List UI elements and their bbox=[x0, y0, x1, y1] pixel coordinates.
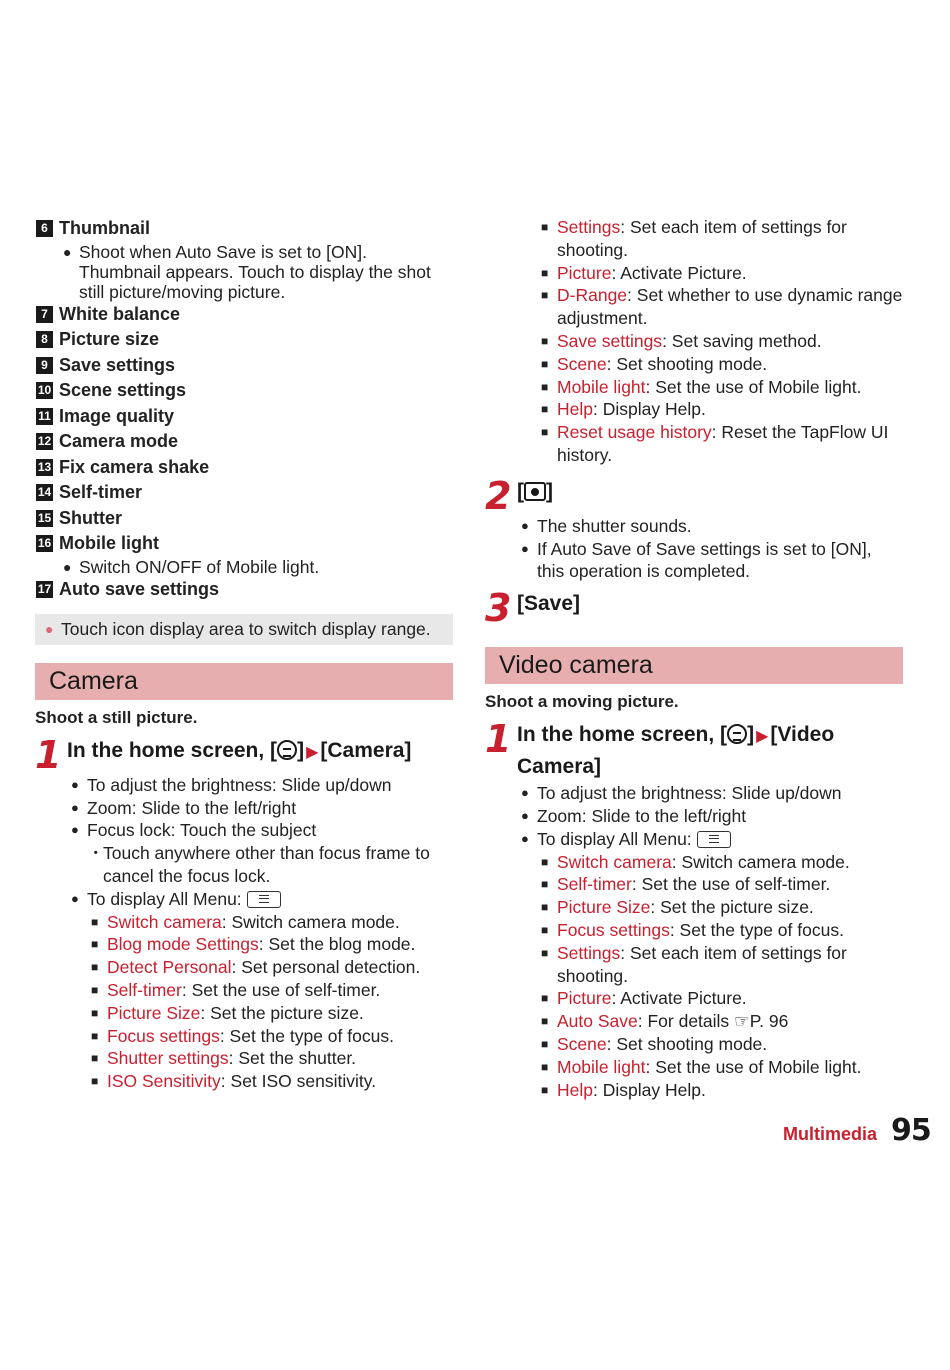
menu-item-name: Scene bbox=[557, 353, 607, 374]
menu-item-name: Picture bbox=[557, 988, 612, 1009]
menu-item bbox=[541, 987, 903, 1010]
menu-item-desc: : Set each item of settings for shooting. bbox=[557, 942, 847, 986]
menu-item bbox=[541, 353, 903, 376]
menu-item bbox=[541, 421, 903, 467]
menu-item-desc: : Set the use of Mobile light. bbox=[645, 1056, 862, 1077]
arrow-right-icon: ▶ bbox=[756, 728, 769, 746]
menu-item-text bbox=[557, 942, 903, 988]
number-badge: 16 bbox=[37, 536, 52, 550]
video-menu-items bbox=[485, 851, 903, 1102]
sub-text: Switch ON/OFF of Mobile light. bbox=[79, 556, 320, 577]
bullet-icon: ● bbox=[521, 785, 529, 801]
menu-item bbox=[91, 1025, 453, 1048]
menu-item-name: Mobile light bbox=[557, 1056, 646, 1077]
square-bullet-icon: ■ bbox=[541, 265, 549, 280]
menu-item-name: Picture Size bbox=[107, 1002, 201, 1023]
menu-item-desc: : Activate Picture. bbox=[611, 262, 747, 283]
number-badge: 6 bbox=[36, 220, 53, 237]
menu-item-desc: : Set personal detection. bbox=[231, 957, 421, 978]
menu-item-name: Shutter settings bbox=[107, 1048, 229, 1069]
square-bullet-icon: ■ bbox=[541, 991, 549, 1006]
menu-item-name: Focus settings bbox=[107, 1025, 220, 1046]
menu-item-name: Blog mode Settings bbox=[107, 934, 259, 955]
menu-item-text bbox=[557, 353, 767, 376]
section-subtitle-camera: Shoot a still picture. bbox=[35, 707, 198, 727]
step-text-mid: ] bbox=[747, 723, 755, 747]
menu-item bbox=[541, 942, 903, 988]
step-3-camera bbox=[485, 586, 903, 631]
menu-item-text bbox=[107, 933, 415, 956]
number-badge: 7 bbox=[36, 306, 53, 323]
menu-item-text bbox=[557, 851, 850, 874]
menu-bullet-text: To display All Menu: bbox=[537, 828, 697, 849]
bullet-icon: ● bbox=[71, 822, 79, 838]
numbered-item bbox=[35, 378, 453, 404]
bullet-text: To adjust the brightness: Slide up/down bbox=[87, 774, 392, 795]
menu-item-name: Settings bbox=[557, 217, 621, 237]
menu-item-text bbox=[107, 911, 400, 934]
menu-item-desc: : Set the use of self-timer. bbox=[631, 874, 831, 895]
menu-item-desc: : Display Help. bbox=[593, 399, 706, 420]
menu-item-text bbox=[107, 1025, 394, 1048]
bullet-icon: ● bbox=[71, 799, 79, 815]
square-bullet-icon: ■ bbox=[91, 1005, 99, 1020]
numbered-item-label: Fix camera shake bbox=[59, 456, 210, 477]
menu-item-desc: : Set the type of focus. bbox=[669, 919, 844, 940]
square-bullet-icon: ■ bbox=[91, 982, 99, 997]
menu-item bbox=[91, 956, 453, 979]
bullet-item bbox=[521, 805, 903, 828]
step-number: 1 bbox=[485, 717, 512, 762]
numbered-item-label: Picture size bbox=[59, 329, 160, 349]
number-badge: 8 bbox=[36, 331, 53, 348]
numbered-item bbox=[35, 429, 453, 455]
numbered-item bbox=[35, 577, 453, 603]
menu-item bbox=[541, 873, 903, 896]
menu-item-text bbox=[557, 1056, 862, 1079]
menu-item bbox=[541, 376, 903, 399]
menu-item-text bbox=[557, 1010, 788, 1033]
menu-item-text bbox=[557, 398, 706, 421]
menu-item-desc: : Set each item of settings for shooting. bbox=[557, 217, 847, 260]
menu-item bbox=[541, 284, 903, 330]
step-text-post: ] bbox=[546, 479, 553, 503]
step-text-post: [Camera] bbox=[320, 738, 412, 762]
menu-item-name: Mobile light bbox=[557, 376, 646, 397]
menu-item-name: Settings bbox=[557, 942, 621, 963]
step-text-post: [Video Camera] bbox=[517, 723, 835, 779]
step-text bbox=[67, 736, 411, 768]
menu-item-desc: : Display Help. bbox=[593, 1079, 706, 1100]
bullet-icon: ● bbox=[521, 807, 529, 823]
numbered-item-sub bbox=[63, 242, 453, 302]
section-subtitle-video: Shoot a moving picture. bbox=[485, 692, 679, 712]
square-bullet-icon: ■ bbox=[541, 1014, 549, 1029]
menu-item-name: ISO Sensitivity bbox=[107, 1071, 221, 1092]
menu-item-desc: : Set whether to use dynamic range adjustment. bbox=[557, 285, 903, 329]
number-badge: 15 bbox=[37, 510, 52, 525]
square-bullet-icon: ■ bbox=[91, 1051, 99, 1066]
menu-item-text bbox=[557, 987, 747, 1010]
menu-item bbox=[91, 911, 453, 934]
menu-item-name: Switch camera bbox=[557, 851, 672, 872]
note-box bbox=[35, 614, 453, 645]
menu-item bbox=[541, 1010, 903, 1033]
bullet-item bbox=[71, 819, 453, 842]
numbered-item-label: Mobile light bbox=[59, 533, 159, 553]
numbered-item-label: Self-timer bbox=[59, 482, 143, 502]
menu-item bbox=[91, 933, 453, 956]
square-bullet-icon: ■ bbox=[541, 1082, 549, 1097]
menu-item-desc: : Set the use of Mobile light. bbox=[645, 376, 862, 397]
bullet-icon: ● bbox=[71, 890, 79, 906]
menu-key-icon bbox=[247, 891, 281, 908]
section-heading-camera: Camera bbox=[35, 663, 453, 700]
bullet-icon: ● bbox=[521, 517, 529, 533]
menu-item-desc: : Activate Picture. bbox=[611, 988, 747, 1009]
menu-item bbox=[91, 979, 453, 1002]
menu-item bbox=[541, 1079, 903, 1102]
menu-item bbox=[91, 1047, 453, 1070]
menu-item bbox=[541, 216, 903, 262]
step-1-video bbox=[485, 717, 903, 782]
numbered-item bbox=[35, 455, 453, 481]
bullet-text: Zoom: Slide to the left/right bbox=[537, 805, 747, 826]
menu-item-name: Help bbox=[557, 1079, 593, 1100]
bullet-icon: ● bbox=[63, 243, 72, 260]
page-footer bbox=[783, 1113, 931, 1148]
menu-item-text bbox=[557, 284, 903, 330]
numbered-item bbox=[35, 302, 453, 328]
menu-item-name: Detect Personal bbox=[107, 957, 232, 978]
menu-item-desc: : Set the shutter. bbox=[228, 1048, 357, 1069]
menu-item bbox=[541, 851, 903, 874]
menu-item-text bbox=[107, 956, 420, 979]
numbered-item-label: Save settings bbox=[59, 354, 176, 375]
home-key-icon bbox=[277, 740, 297, 760]
number-badge: 11 bbox=[36, 408, 53, 425]
square-bullet-icon: ■ bbox=[541, 1059, 549, 1074]
number-badge: 14 bbox=[37, 485, 52, 499]
bullet-text: Zoom: Slide to the left/right bbox=[87, 797, 297, 818]
number-badge: 13 bbox=[37, 459, 52, 474]
menu-item-desc: : Set saving method. bbox=[662, 330, 822, 351]
square-bullet-icon: ■ bbox=[91, 914, 99, 929]
menu-item-text bbox=[107, 1070, 376, 1093]
menu-item-desc: : Set the blog mode. bbox=[258, 934, 416, 955]
home-key-icon bbox=[727, 724, 747, 744]
menu-item-text bbox=[557, 216, 903, 262]
footer-section: Multimedia bbox=[783, 1124, 878, 1144]
square-bullet-icon: ■ bbox=[541, 220, 549, 234]
step-1-camera bbox=[35, 732, 453, 777]
number-badge: 17 bbox=[37, 581, 52, 596]
menu-item-desc: : Switch camera mode. bbox=[221, 911, 400, 932]
square-bullet-icon: ■ bbox=[541, 877, 549, 892]
menu-item-name: Switch camera bbox=[107, 911, 222, 932]
bullet-text: Focus lock: Touch the subject bbox=[87, 820, 317, 841]
square-bullet-icon: ■ bbox=[541, 379, 549, 394]
menu-item-name: D-Range bbox=[557, 285, 628, 306]
menu-item-name: Reset usage history bbox=[557, 422, 712, 443]
menu-item-name: Self-timer bbox=[557, 874, 632, 895]
menu-item-desc: : Set the use of self-timer. bbox=[181, 979, 381, 1000]
step-text bbox=[517, 477, 553, 507]
square-bullet-icon: ■ bbox=[541, 900, 549, 915]
square-bullet-icon: ■ bbox=[541, 333, 549, 348]
square-bullet-icon: ■ bbox=[91, 960, 99, 975]
menu-item-desc: : Set the picture size. bbox=[200, 1002, 364, 1023]
step-text-mid: ] bbox=[297, 738, 305, 762]
step-2-bullets bbox=[485, 515, 903, 583]
menu-item-name: Save settings bbox=[557, 330, 663, 351]
number-badge: 9 bbox=[36, 357, 53, 374]
number-badge: 10 bbox=[37, 383, 52, 397]
focus-sub-note bbox=[87, 842, 453, 888]
numbered-item bbox=[35, 404, 453, 430]
section-heading-video: Video camera bbox=[485, 647, 903, 684]
numbered-item-label: Auto save settings bbox=[59, 578, 220, 599]
bullet-icon: ● bbox=[45, 621, 54, 637]
bullet-text: The shutter sounds. bbox=[537, 515, 692, 536]
menu-item-text bbox=[557, 896, 814, 919]
numbered-item bbox=[35, 216, 453, 242]
camera-key-icon bbox=[524, 482, 546, 501]
numbered-item bbox=[35, 506, 453, 532]
step-number: 3 bbox=[485, 586, 512, 631]
step-text-pre: [ bbox=[517, 479, 524, 503]
square-bullet-icon: ■ bbox=[541, 356, 549, 371]
step-text bbox=[517, 720, 903, 782]
focus-sub-text: Touch anywhere other than focus frame to cancel the focus lock. bbox=[103, 843, 430, 886]
menu-item bbox=[91, 1002, 453, 1025]
menu-item-name: Scene bbox=[557, 1033, 607, 1054]
numbered-item bbox=[35, 327, 453, 353]
camera-bullets bbox=[35, 774, 453, 842]
numbered-item-label: Scene settings bbox=[59, 380, 187, 400]
left-column bbox=[35, 216, 453, 1093]
bullet-text: To adjust the brightness: Slide up/down bbox=[537, 783, 842, 804]
square-bullet-icon: ■ bbox=[541, 854, 549, 869]
menu-bullet bbox=[71, 888, 453, 911]
menu-item bbox=[541, 919, 903, 942]
square-bullet-icon: ■ bbox=[91, 1074, 99, 1089]
step-number: 2 bbox=[485, 473, 512, 518]
square-bullet-icon: ■ bbox=[541, 922, 549, 937]
bullet-icon: ● bbox=[521, 830, 529, 846]
bullet-item bbox=[71, 797, 453, 820]
menu-item-text bbox=[107, 1002, 364, 1025]
menu-item-desc: : For details ☞P. 96 bbox=[637, 1011, 789, 1032]
step-text-pre: In the home screen, [ bbox=[67, 738, 278, 762]
menu-item-text bbox=[557, 919, 844, 942]
menu-item bbox=[541, 1033, 903, 1056]
numbered-item bbox=[35, 480, 453, 506]
numbered-item bbox=[35, 531, 453, 557]
video-bullets bbox=[485, 782, 903, 828]
menu-item bbox=[541, 262, 903, 285]
right-column bbox=[485, 216, 903, 1101]
menu-item-desc: : Set the picture size. bbox=[650, 897, 814, 918]
menu-item-desc: : Reset the TapFlow UI history. bbox=[557, 422, 889, 465]
camera-menu-items-cont bbox=[485, 216, 903, 467]
menu-item-text bbox=[557, 376, 862, 399]
menu-item bbox=[541, 398, 903, 421]
arrow-right-icon: ▶ bbox=[306, 743, 319, 761]
numbered-item-label: Shutter bbox=[59, 507, 122, 528]
menu-item bbox=[541, 1056, 903, 1079]
numbered-list bbox=[35, 216, 453, 602]
menu-item bbox=[91, 1070, 453, 1093]
menu-key-icon bbox=[697, 831, 731, 848]
numbered-item-label: Image quality bbox=[59, 405, 175, 426]
menu-item-desc: : Switch camera mode. bbox=[671, 851, 850, 872]
bullet-text: If Auto Save of Save settings is set to [ON], this operation is completed. bbox=[537, 538, 872, 582]
menu-item-text bbox=[557, 330, 822, 353]
menu-item-name: Auto Save bbox=[557, 1011, 638, 1032]
square-bullet-icon: ■ bbox=[541, 945, 549, 960]
menu-item-desc: : Set the type of focus. bbox=[219, 1025, 394, 1046]
bullet-item bbox=[521, 538, 903, 584]
menu-item-text bbox=[557, 262, 747, 285]
menu-item-name: Help bbox=[557, 399, 593, 420]
square-bullet-icon: ■ bbox=[91, 937, 99, 952]
menu-item-text bbox=[557, 873, 830, 896]
bullet-item bbox=[521, 782, 903, 805]
numbered-item bbox=[35, 353, 453, 379]
menu-item-text bbox=[557, 421, 903, 467]
square-bullet-icon: ■ bbox=[91, 1028, 99, 1043]
menu-item bbox=[541, 896, 903, 919]
sub-text: Shoot when Auto Save is set to [ON]. Thumbnail appears. Touch to display the shot still picture/moving picture. bbox=[79, 241, 431, 302]
bullet-icon: ● bbox=[63, 558, 72, 575]
menu-item-name: Self-timer bbox=[107, 979, 182, 1000]
camera-menu-items bbox=[35, 911, 453, 1093]
menu-bullet-text: To display All Menu: bbox=[87, 888, 247, 909]
step-text: [Save] bbox=[517, 592, 581, 616]
menu-item-text bbox=[107, 1047, 356, 1070]
numbered-item-label: Camera mode bbox=[59, 431, 179, 451]
menu-item-text bbox=[557, 1079, 706, 1102]
menu-item-text bbox=[557, 1033, 767, 1056]
numbered-item-label: Thumbnail bbox=[59, 218, 150, 238]
numbered-item-label: White balance bbox=[59, 303, 181, 324]
step-number: 1 bbox=[35, 732, 62, 777]
menu-item-name: Focus settings bbox=[557, 919, 670, 940]
menu-item bbox=[541, 330, 903, 353]
bullet-icon: ● bbox=[71, 776, 79, 792]
menu-item-desc: : Set ISO sensitivity. bbox=[220, 1071, 377, 1092]
step-text-pre: In the home screen, [ bbox=[517, 723, 728, 747]
square-bullet-icon: ■ bbox=[541, 402, 549, 417]
menu-item-text bbox=[107, 979, 380, 1002]
square-bullet-icon: ■ bbox=[541, 288, 549, 303]
page-number: 95 bbox=[891, 1113, 931, 1148]
menu-item-name: Picture bbox=[557, 262, 612, 283]
bullet-item bbox=[71, 774, 453, 797]
square-bullet-icon: ■ bbox=[541, 1036, 549, 1051]
menu-bullet bbox=[521, 828, 903, 851]
menu-item-name: Picture Size bbox=[557, 897, 651, 918]
number-badge: 12 bbox=[37, 434, 52, 448]
note-text: Touch icon display area to switch display range. bbox=[61, 619, 431, 639]
sub-dot-icon: ・ bbox=[87, 843, 105, 864]
bullet-item bbox=[521, 515, 903, 538]
step-2-camera bbox=[485, 473, 903, 518]
bullet-icon: ● bbox=[521, 540, 529, 556]
numbered-item-sub bbox=[63, 557, 453, 577]
square-bullet-icon: ■ bbox=[541, 425, 549, 440]
menu-item-desc: : Set shooting mode. bbox=[606, 1033, 768, 1054]
menu-item-desc: : Set shooting mode. bbox=[606, 353, 768, 374]
